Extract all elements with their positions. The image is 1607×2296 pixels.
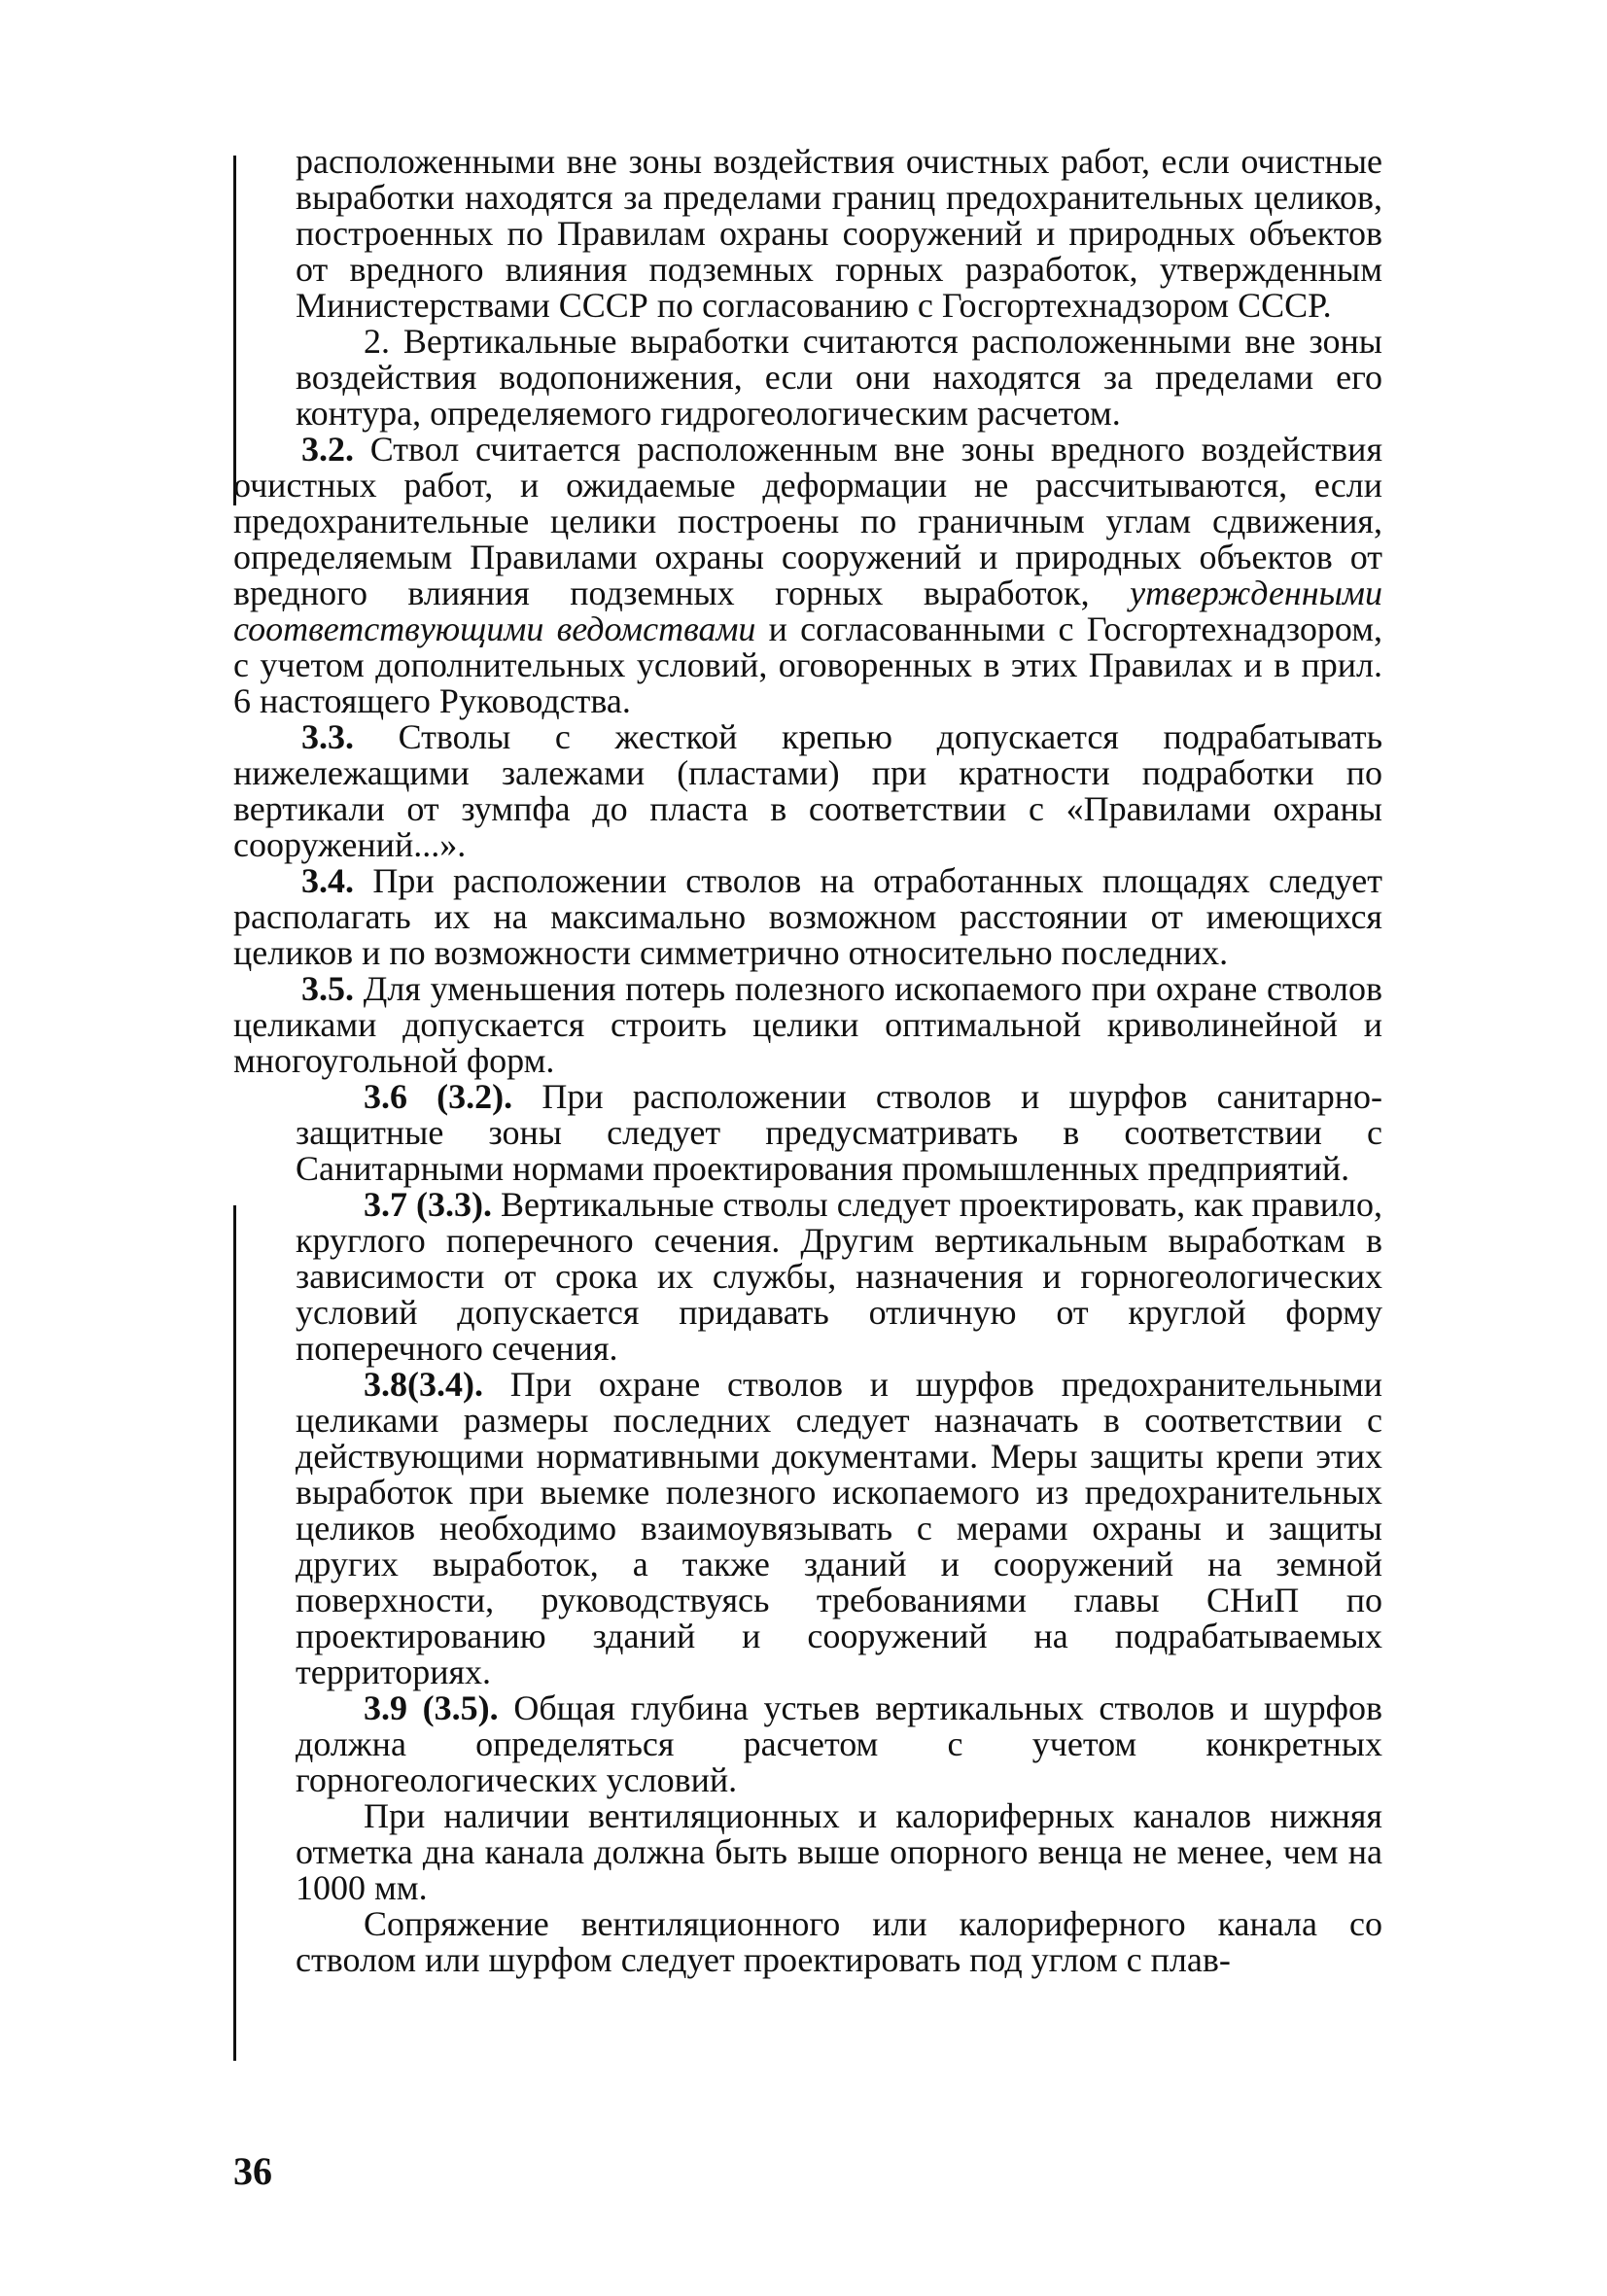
paragraph-text: расположенными вне зоны воздействия очистных работ, если очистные выработки находятся за пределами границ предохранительных целиков, построенных по Правилам охраны сооружений и природных объектов от вредного влияния подземных горных разработок, утвержденным Министерствами СССР по согласованию с Госгортехнадзором СССР. (296, 142, 1382, 325)
paragraph-italic-text: утвержденными соответствующими ведомствами (233, 574, 1382, 648)
paragraph-text: Сопряжение вентиляционного или калориферного канала со стволом или шурфом следует проектировать под углом с плав- (296, 1904, 1382, 1979)
paragraph-text-continued: и согласованными с Госгортехнадзором, с учетом дополнительных условий, оговоренных в этих Правилах и в прил. 6 настоящего Руководства. (233, 609, 1382, 720)
paragraph-text: При охране стволов и шурфов предохранительными целиками размеры последних следует назначать в соответствии с действующими нормативными документами. Меры защиты крепи этих выработок при выемке полезного ископаемого из предохранительных целиков необходимо взаимоувязывать с мерами охраны и защиты других выработок, а также зданий и сооружений на земной поверхности, руководствуясь требованиями главы СНиП по проектированию зданий и сооружений на подрабатываемых территориях. (296, 1365, 1382, 1691)
paragraph-3-8 (233, 1367, 1382, 1690)
paragraph-text: Ствол считается расположенным вне зоны вредного воздействия очистных работ, и ожидаемые деформации не рассчитываются, если предохранительные целики построены по граничным углам сдвижения, определяемым Правилами охраны сооружений и природных объектов от вредного влияния подземных горных выработок, (233, 430, 1382, 612)
paragraph-3-4 (233, 863, 1382, 971)
paragraph-number: 3.9 (3.5). (364, 1688, 499, 1727)
paragraph-text: При наличии вентиляционных и калориферных каналов нижняя отметка дна канала должна быть выше опорного венца не менее, чем на 1000 мм. (296, 1796, 1382, 1907)
paragraph-number: 3.8(3.4). (364, 1365, 483, 1404)
paragraph-text: При расположении стволов на отработанных площадях следует располагать их на максимально возможном расстоянии от имеющихся целиков и по возможности симметрично относительно последних. (233, 861, 1382, 972)
paragraph-text: При расположении стволов и шурфов санитарно-защитные зоны следует предусматривать в соответствии с Санитарными нормами проектирования промышленных предприятий. (296, 1077, 1382, 1188)
paragraph-text: Для уменьшения потерь полезного ископаемого при охране стволов целиками допускается строить целики оптимальной криволинейной и многоугольной форм. (233, 969, 1382, 1080)
paragraph-3-2 (233, 432, 1382, 719)
paragraph-3-3 (233, 719, 1382, 863)
paragraph-text: Вертикальные стволы следует проектировать, как правило, круглого поперечного сечения. Другим вертикальным выработкам в зависимости от срока их службы, назначения и горногеологических условий допускается придавать отличную от круглой форму поперечного сечения. (296, 1185, 1382, 1368)
paragraph-text: Общая глубина устьев вертикальных стволов и шурфов должна определяться расчетом с учетом конкретных горногеологических условий. (296, 1688, 1383, 1799)
paragraph-number: 3.3. (301, 717, 354, 756)
paragraph-channel-junction (233, 1906, 1382, 1978)
paragraph-2-vertical-workings (233, 324, 1382, 432)
page-number: 36 (233, 2149, 272, 2193)
paragraph-3-6 (233, 1079, 1382, 1187)
paragraph-3-5 (233, 971, 1382, 1079)
paragraph-number: 3.2. (301, 430, 354, 469)
paragraph-number: 3.4. (301, 861, 354, 900)
paragraph-text: Стволы с жесткой крепью допускается подрабатывать нижележащими залежами (пластами) при кратности подработки по вертикали от зумпфа до пласта в соответствии с «Правилами охраны сооружений...». (233, 717, 1382, 864)
paragraph-ventilation-channels (233, 1798, 1382, 1906)
paragraph-number: 3.6 (3.2). (364, 1077, 513, 1116)
paragraph-text: 2. Вертикальные выработки считаются расположенными вне зоны воздействия водопонижения, если они находятся за пределами его контура, определяемого гидрогеологическим расчетом. (296, 322, 1382, 433)
paragraph-number: 3.7 (3.3). (364, 1185, 492, 1224)
paragraph-3-7 (233, 1187, 1382, 1367)
paragraph-3-9 (233, 1690, 1382, 1798)
document-page (233, 144, 1382, 1978)
paragraph-continuation (233, 144, 1382, 324)
paragraph-number: 3.5. (301, 969, 354, 1008)
